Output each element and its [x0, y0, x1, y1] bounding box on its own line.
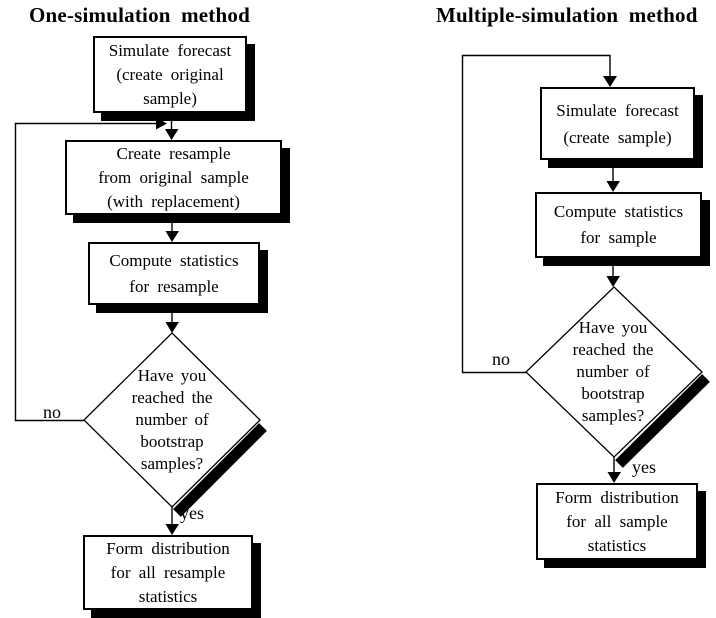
- text-line: for sample: [580, 228, 657, 247]
- left-loop-arrow-right-icon: [156, 118, 167, 130]
- text-line: bootstrap: [581, 384, 645, 403]
- right-no-label: no: [492, 349, 510, 369]
- left-arrow-compute-to-decision: [166, 305, 180, 333]
- left-chart-title: One-simulation method: [29, 3, 250, 27]
- left-arrow-resample-to-compute: [166, 215, 180, 242]
- right-chart-title: Multiple-simulation method: [436, 3, 698, 27]
- right-yes-label: yes: [632, 457, 656, 477]
- text-line: number of: [135, 410, 209, 429]
- text-line: number of: [576, 362, 650, 381]
- text-line: samples?: [140, 454, 204, 473]
- arrow-down-icon: [607, 276, 621, 287]
- text-line: statistics: [138, 586, 198, 606]
- right-decision-text: [533, 317, 693, 427]
- left-decision-text: [92, 365, 252, 475]
- text-line: for all sample: [566, 511, 668, 531]
- text-line: bootstrap: [140, 432, 204, 451]
- text-line: for resample: [129, 276, 219, 296]
- text-line: Simulate forecast: [556, 100, 679, 120]
- text-line: statistics: [587, 535, 647, 555]
- text-line: from original sample: [98, 167, 249, 187]
- text-line: Form distribution: [106, 538, 230, 558]
- right-box-simulate-forecast: [540, 87, 695, 160]
- text-line: reached the: [131, 388, 213, 407]
- arrow-down-icon: [607, 181, 621, 192]
- right-arrow-compute-to-decision: [607, 258, 621, 287]
- text-line: for all resample: [110, 562, 226, 582]
- left-box-create-resample: [65, 140, 282, 215]
- text-line: (create original: [116, 64, 224, 84]
- right-loop-arrow-down-icon: [603, 76, 617, 87]
- arrow-down-icon: [166, 231, 180, 242]
- left-box-simulate-forecast: [93, 36, 247, 113]
- text-line: Create resample: [116, 143, 231, 163]
- text-line: sample): [143, 88, 197, 108]
- text-line: (create sample): [563, 127, 672, 147]
- left-box-form-distribution: [83, 535, 253, 610]
- text-line: samples?: [581, 406, 645, 425]
- right-arrow-simulate-to-compute: [607, 160, 621, 192]
- text-line: Have you: [578, 318, 648, 337]
- left-arrow-simulate-to-resample: [165, 113, 179, 140]
- arrow-down-icon: [608, 472, 622, 483]
- text-line: (with replacement): [107, 191, 240, 211]
- arrow-down-icon: [166, 524, 180, 535]
- text-line: Compute statistics: [553, 202, 684, 221]
- right-box-compute-statistics: [535, 192, 702, 258]
- text-line: Simulate forecast: [108, 40, 232, 60]
- left-box-compute-statistics: [88, 242, 260, 305]
- left-no-label: no: [43, 402, 61, 422]
- arrow-down-icon: [166, 322, 180, 333]
- text-line: Form distribution: [555, 487, 679, 507]
- text-line: reached the: [572, 340, 654, 359]
- right-box-form-distribution: [536, 483, 698, 560]
- text-line: Compute statistics: [109, 250, 239, 270]
- left-yes-label: yes: [180, 503, 204, 523]
- arrow-down-icon: [165, 129, 179, 140]
- text-line: Have you: [137, 366, 207, 385]
